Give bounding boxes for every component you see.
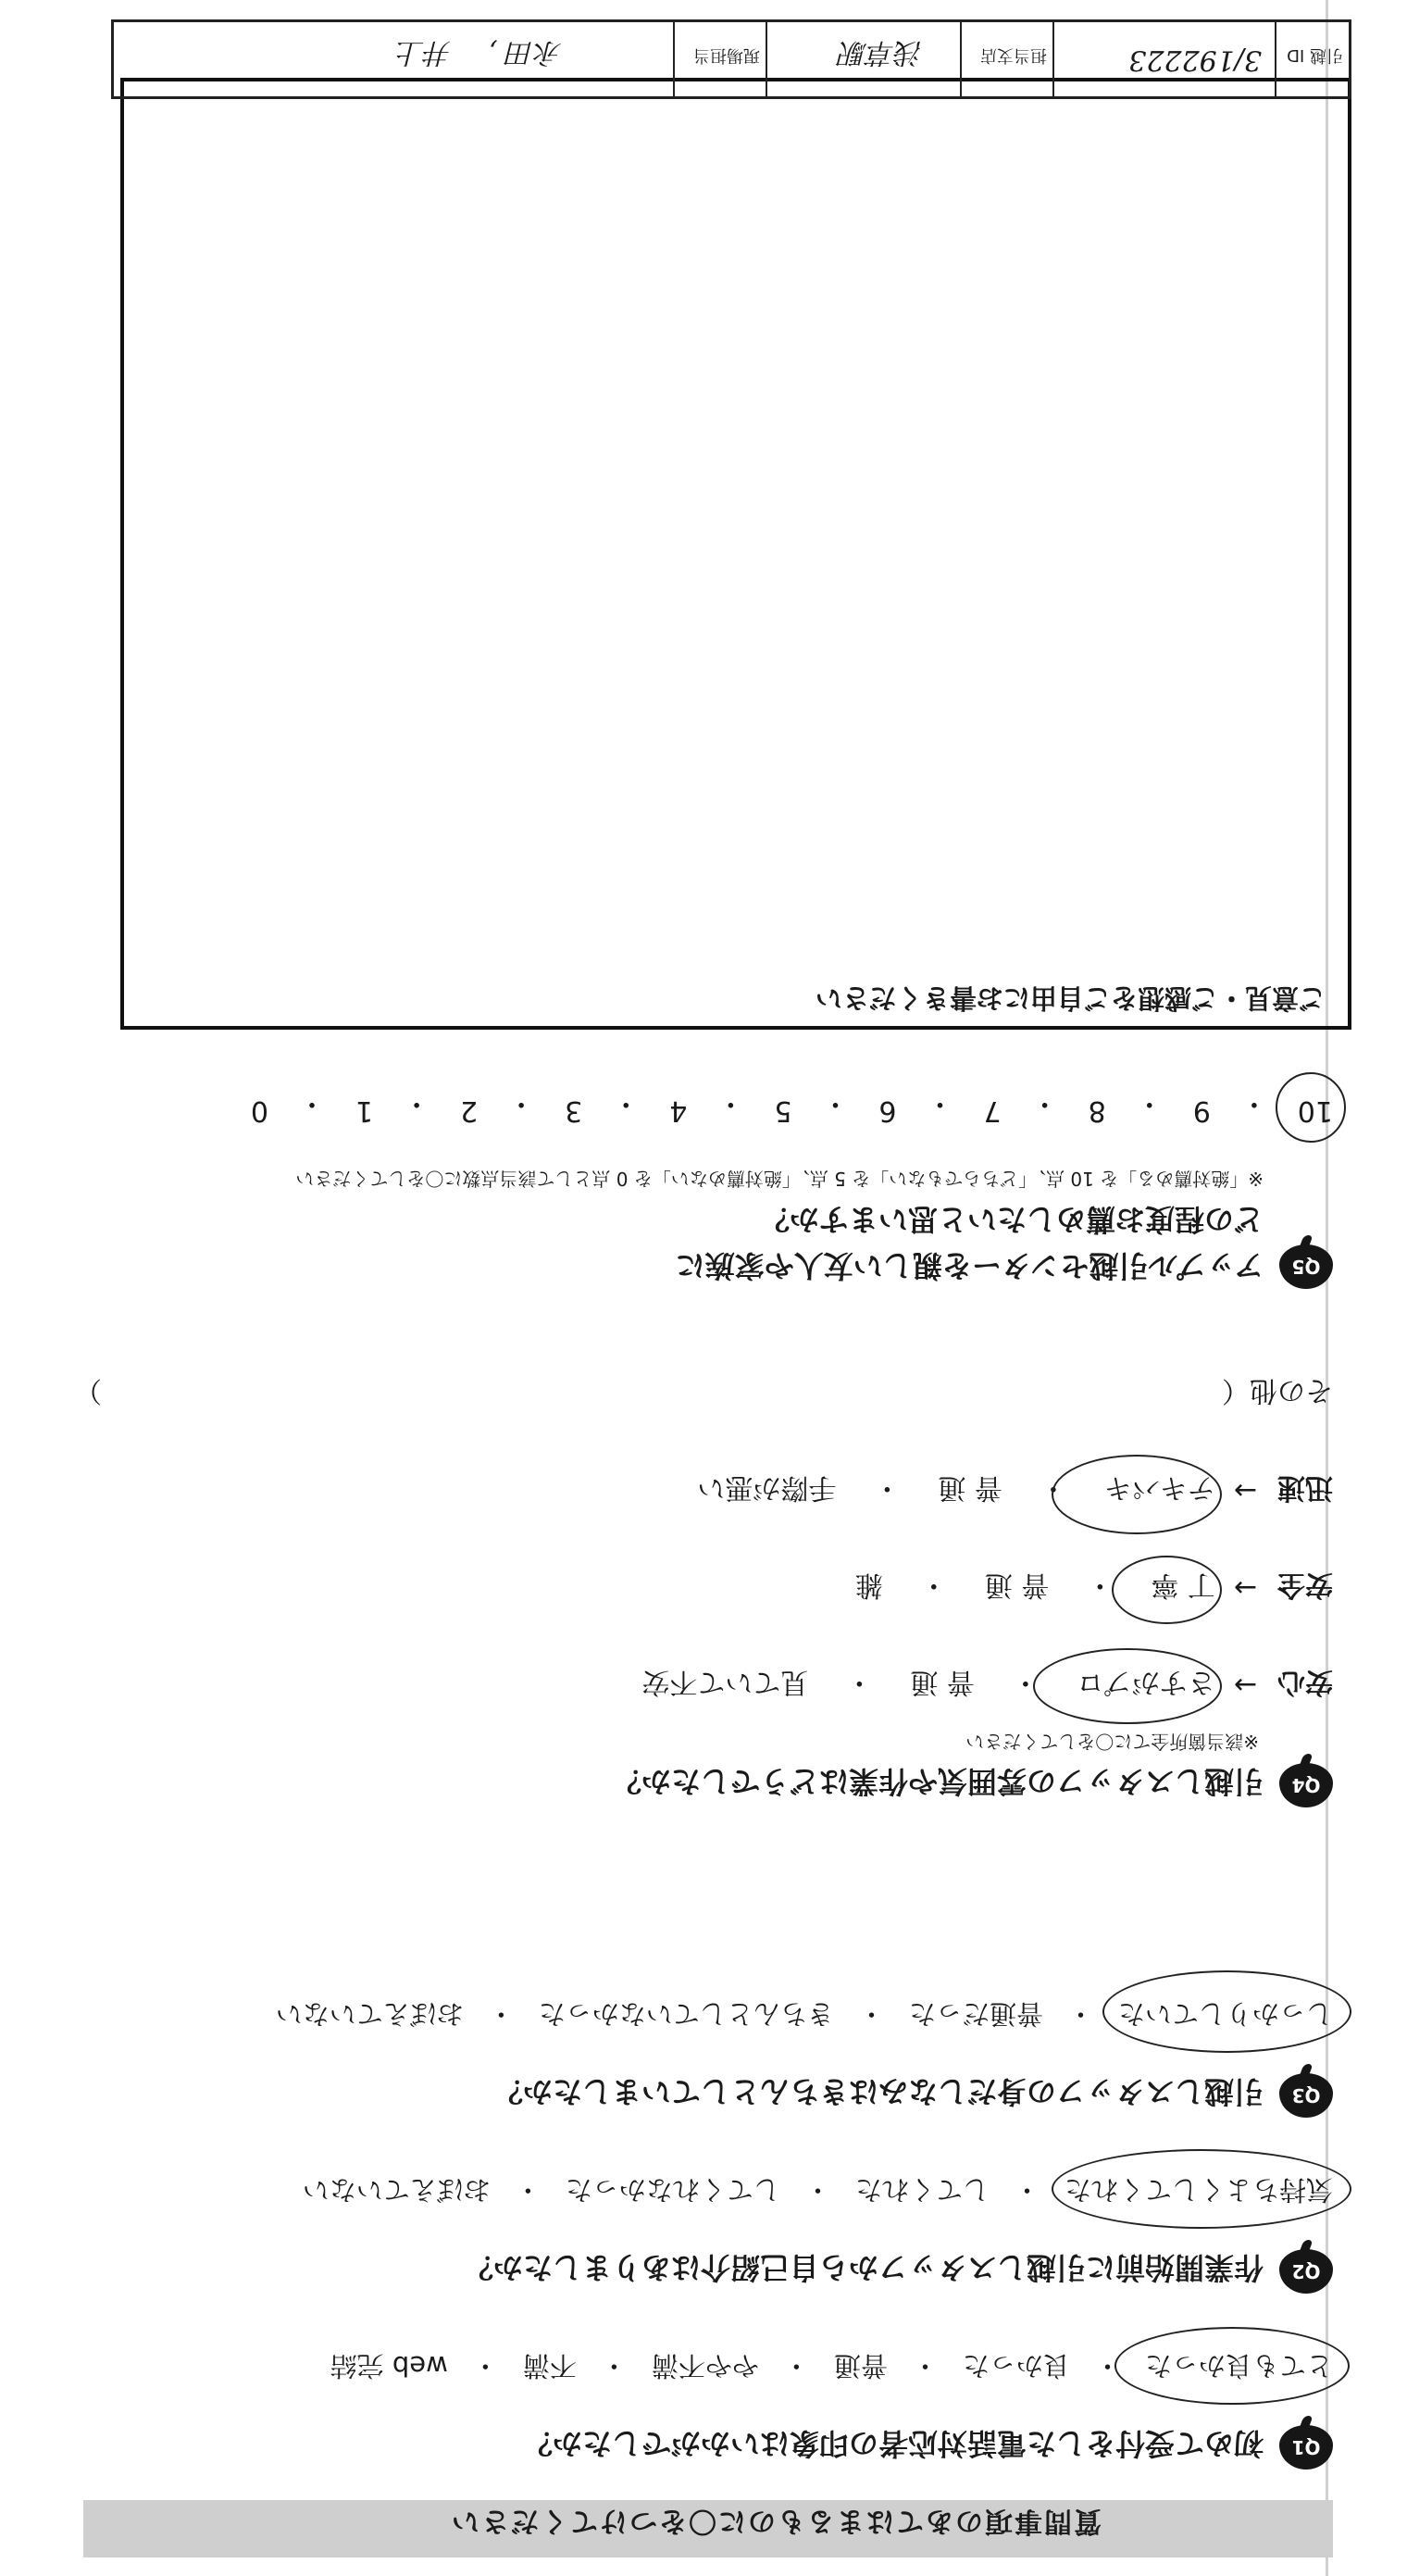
q5-scale-option[interactable]: 8 <box>1088 1094 1106 1127</box>
q4-badge: Q4 <box>1279 1763 1333 1807</box>
q4-row-label: 安全 <box>1277 1569 1333 1601</box>
move-id-cell <box>1052 22 1275 96</box>
q4-row-jinsoku: 迅速 → テキパキ ・ 普 通 ・ 手際が悪い <box>697 1470 1333 1511</box>
move-id-value: 3/192223 <box>1128 44 1262 76</box>
branch-cell <box>766 22 960 96</box>
q5-selection-circle <box>1276 1072 1346 1143</box>
q1-option[interactable]: やや不満 <box>651 2350 759 2382</box>
q5-scale-option[interactable]: 9 <box>1192 1094 1211 1127</box>
q1-options: とても良かった ・ 良かった ・ 普通 ・ やや不満 ・ 不満 ・ web 完結 <box>330 2348 1333 2386</box>
q4-option[interactable]: 丁 寧 <box>1151 1569 1215 1601</box>
q3-option[interactable]: おぼえていない <box>275 1998 464 2030</box>
q3-option[interactable]: きちんとしていなかった <box>538 1998 834 2030</box>
q4-row-anshin: 安心 → さすがプロ ・ 普 通 ・ 見ていて不安 <box>641 1665 1333 1706</box>
crew-value: 永田 , 井上 <box>396 36 562 69</box>
q3-badge: Q3 <box>1279 2073 1333 2118</box>
q4-anzen-selection-circle <box>1112 1556 1222 1624</box>
q1-option[interactable]: とても良かった <box>1144 2350 1333 2382</box>
q4-other-row <box>74 1373 1333 1414</box>
q3-options: しっかりしていた ・ 普通だった ・ きちんとしていなかった ・ おぼえていない <box>276 1996 1333 2034</box>
q1-badge: Q1 <box>1279 2425 1333 2470</box>
q2-option[interactable]: おぼえていない <box>302 2174 491 2206</box>
q3-selection-circle <box>1102 1970 1351 2053</box>
q5-scale-option[interactable]: 7 <box>983 1094 1002 1127</box>
q5-question-line2: どの程度お薦めしたいと思いますか？ <box>759 1202 1264 1237</box>
q5-scale-option[interactable]: 10 <box>1297 1094 1333 1127</box>
q3-option[interactable]: 普通だった <box>908 1998 1043 2030</box>
instruction-text: 質問事項のあてはまるものに〇をつけてください <box>450 2505 1102 2537</box>
q5-scale-option[interactable]: 6 <box>878 1094 897 1127</box>
q3-question: 引越しスタッフの身だしなみはきちんとしていましたか？ <box>492 2074 1264 2109</box>
crew-label: 現場担当 <box>693 45 760 65</box>
q5-scale-option[interactable]: 1 <box>355 1094 374 1127</box>
q2-option[interactable]: 気持ちよくしてくれた <box>1064 2174 1333 2206</box>
q5-scale-option[interactable]: 5 <box>774 1094 792 1127</box>
arrow-right-icon: → <box>1233 1474 1257 1507</box>
crew-cell <box>114 22 673 96</box>
move-id-label: 引越 ID <box>1287 45 1343 65</box>
q4-option[interactable]: 雑 <box>854 1569 883 1601</box>
q1-question: 初めて受付をした電話対応者の印象はいかがでしたか？ <box>522 2426 1264 2461</box>
q2-badge: Q2 <box>1279 2249 1333 2294</box>
q2-options: 気持ちよくしてくれた ・ してくれた ・ してくれなかった ・ おぼえていない <box>303 2172 1333 2210</box>
q4-option[interactable]: 普 通 <box>938 1471 1002 1504</box>
branch-label-cell <box>960 22 1052 96</box>
info-table <box>111 19 1351 99</box>
q5-badge: Q5 <box>1279 1244 1333 1289</box>
q5-scale-option[interactable]: 4 <box>669 1094 688 1127</box>
comments-box[interactable] <box>120 78 1351 1030</box>
q4-option[interactable]: 普 通 <box>984 1569 1050 1601</box>
q5-note: ※「絶対薦める」を 10 点、「どちらでもない」を 5 点、「絶対薦めない」を 0 点として該当点数に〇をしてください <box>295 1168 1264 1190</box>
q4-question: 引越しスタッフの雰囲気や作業はどうでしたか？ <box>611 1764 1264 1799</box>
arrow-right-icon: → <box>1233 1669 1257 1702</box>
q4-jinsoku-selection-circle <box>1052 1455 1222 1534</box>
q4-option[interactable]: 手際が悪い <box>697 1471 837 1504</box>
arrow-right-icon: → <box>1233 1571 1257 1605</box>
q4-other-close: ） <box>74 1374 102 1407</box>
q1-option[interactable]: web 完結 <box>330 2350 448 2382</box>
comments-heading: ご意見・ご感想をご自由にお書きください <box>815 982 1326 1014</box>
q5-question-line1: アップル引越センターを親しい友人や家族に <box>675 1248 1264 1283</box>
q4-row-anzen: 安全 → 丁 寧 ・ 普 通 ・ 雑 <box>855 1568 1333 1608</box>
instruction-banner <box>83 2500 1333 2557</box>
q1-option[interactable]: 不満 <box>522 2350 577 2382</box>
q4-option[interactable]: テキパキ <box>1103 1471 1215 1504</box>
q4-anshin-selection-circle <box>1033 1648 1222 1724</box>
move-id-label-cell <box>1275 22 1349 96</box>
q4-row-label: 安心 <box>1277 1666 1333 1698</box>
q4-option[interactable]: さすがプロ <box>1076 1666 1215 1698</box>
q4-option[interactable]: 普 通 <box>910 1666 975 1698</box>
q5-scale: 10 ・ 9 ・ 8 ・ 7 ・ 6 ・ 5 ・ 4 ・ 3 ・ 2 ・ 1 ・ 0 <box>250 1087 1333 1127</box>
q5-scale-option[interactable]: 2 <box>460 1094 479 1127</box>
q1-option[interactable]: 良かった <box>962 2350 1070 2382</box>
q5-scale-option[interactable]: 3 <box>565 1094 583 1127</box>
q2-option[interactable]: してくれた <box>854 2174 990 2206</box>
branch-label: 担当支店 <box>980 45 1047 65</box>
q4-row-label: 迅速 <box>1277 1471 1333 1504</box>
crew-label-cell <box>673 22 766 96</box>
q2-question: 作業開始前に引越しスタッフから自己紹介はありましたか？ <box>463 2250 1264 2285</box>
branch-value: 浅草駅 <box>840 36 923 69</box>
q4-other-label: その他（ <box>1222 1374 1333 1407</box>
q1-selection-circle <box>1114 2327 1350 2405</box>
q5-scale-option[interactable]: 0 <box>250 1094 268 1127</box>
q2-selection-circle <box>1052 2149 1351 2229</box>
q4-option[interactable]: 見ていて不安 <box>641 1666 809 1698</box>
q2-option[interactable]: してくれなかった <box>565 2174 780 2206</box>
q1-option[interactable]: 普通 <box>833 2350 888 2382</box>
q3-option[interactable]: しっかりしていた <box>1117 1998 1333 2030</box>
q4-note: ※該当箇所全てに〇をしてください <box>965 1731 1259 1753</box>
